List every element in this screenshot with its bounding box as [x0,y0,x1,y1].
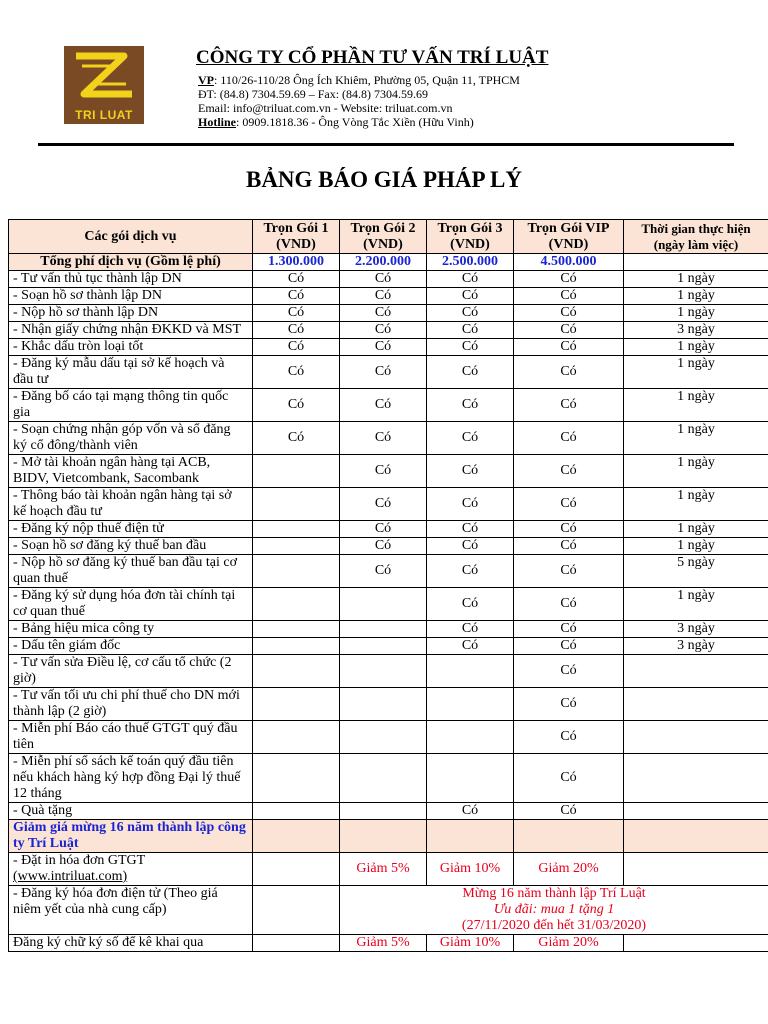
package-vip-cell: Có [514,455,624,488]
package-3-cell: Có [427,555,514,588]
price-table [8,219,768,952]
hotline-label: Hotline [198,115,236,129]
package-vip-cell: Có [514,322,624,339]
table-row [9,455,768,488]
signature-discount-package-3: Giảm 10% [427,935,514,952]
invoice-label [9,853,253,886]
package-3-cell [427,754,514,803]
package-vip-cell: Có [514,721,624,754]
service-label: - Miễn phí sổ sách kế toán quý đầu tiên nếu khách hàng ký hợp đồng Đại lý thuế 12 tháng [9,754,253,803]
company-address [198,73,520,87]
package-3-cell: Có [427,288,514,305]
table-row [9,305,768,322]
total-price-package-1: 1.300.000 [253,254,340,271]
einvoice-promo-line3: (27/11/2020 đến hết 31/03/2020) [461,918,647,933]
address-label: VP [198,73,214,87]
service-label: - Tư vấn tối ưu chi phí thuế cho DN mới thành lập (2 giờ) [9,688,253,721]
header-package-3: Trọn Gói 3 (VND) [427,220,514,254]
package-1-cell [253,638,340,655]
package-3-cell: Có [427,455,514,488]
package-2-cell: Có [340,339,427,356]
package-1-cell [253,621,340,638]
package-1-cell [253,655,340,688]
package-vip-cell: Có [514,521,624,538]
table-row [9,803,768,820]
total-price-package-vip: 4.500.000 [514,254,624,271]
package-3-cell: Có [427,422,514,455]
table-row [9,688,768,721]
table-row [9,588,768,621]
table-row [9,422,768,455]
invoice-discount-package-vip: Giảm 20% [514,853,624,886]
package-2-cell: Có [340,389,427,422]
page-title: BẢNG BÁO GIÁ PHÁP LÝ [245,167,523,192]
duration-cell [624,655,768,688]
package-vip-cell: Có [514,638,624,655]
invoice-row [9,853,768,886]
duration-cell: 1 ngày [624,389,768,422]
package-2-cell: Có [340,555,427,588]
package-1-cell [253,588,340,621]
table-row [9,538,768,555]
service-label: - Tư vấn sửa Điều lệ, cơ cấu tổ chức (2 giờ) [9,655,253,688]
table-row [9,389,768,422]
promo-empty-cell [514,820,624,853]
duration-cell: 1 ngày [624,455,768,488]
service-label: - Khắc dấu tròn loại tốt [9,339,253,356]
service-label: - Quà tặng [9,803,253,820]
duration-cell: 1 ngày [624,422,768,455]
service-label: - Đăng bố cáo tại mạng thông tin quốc gia [9,389,253,422]
package-2-cell: Có [340,305,427,322]
package-2-cell: Có [340,455,427,488]
einvoice-promo-line1: Mừng 16 năm thành lập Trí Luật [462,886,646,901]
package-3-cell: Có [427,621,514,638]
service-label: - Soạn hồ sơ đăng ký thuế ban đầu [9,538,253,555]
package-1-cell: Có [253,422,340,455]
service-label: - Soạn chứng nhận góp vốn và sổ đăng ký cổ đông/thành viên [9,422,253,455]
total-price-package-3: 2.500.000 [427,254,514,271]
service-label: - Dấu tên giám đốc [9,638,253,655]
package-2-cell [340,721,427,754]
total-duration-cell [624,254,768,271]
table-row [9,322,768,339]
package-vip-cell: Có [514,803,624,820]
service-label: - Nộp hồ sơ thành lập DN [9,305,253,322]
table-row [9,339,768,356]
service-label: - Thông báo tài khoản ngân hàng tại sở kế hoạch đầu tư [9,488,253,521]
logo-mark-icon [64,46,144,108]
package-1-cell [253,688,340,721]
hotline-text: : 0909.1818.36 - Ông Vòng Tắc Xiền (Hữu Vinh) [236,115,474,129]
package-1-cell: Có [253,339,340,356]
duration-cell: 1 ngày [624,488,768,521]
service-label: - Đăng ký nộp thuế điện tử [9,521,253,538]
table-row [9,271,768,288]
package-1-cell: Có [253,271,340,288]
invoice-package-1-cell [253,853,340,886]
table-row [9,621,768,638]
total-fee-label: Tổng phí dịch vụ (Gồm lệ phí) [9,254,253,271]
package-vip-cell: Có [514,339,624,356]
duration-cell: 1 ngày [624,356,768,389]
table-row [9,488,768,521]
package-3-cell [427,721,514,754]
package-2-cell: Có [340,356,427,389]
package-3-cell: Có [427,322,514,339]
duration-cell: 1 ngày [624,339,768,356]
package-3-cell [427,655,514,688]
package-2-cell [340,588,427,621]
einvoice-package-1-cell [253,886,340,935]
einvoice-promo-line2: Ưu đãi: mua 1 tặng 1 [493,902,615,917]
package-vip-cell: Có [514,538,624,555]
invoice-discount-package-2: Giảm 5% [340,853,427,886]
service-label: - Soạn hồ sơ thành lập DN [9,288,253,305]
package-1-cell [253,555,340,588]
package-1-cell: Có [253,305,340,322]
package-vip-cell: Có [514,389,624,422]
signature-discount-package-2: Giảm 5% [340,935,427,952]
promo-empty-cell [340,820,427,853]
package-3-cell: Có [427,389,514,422]
promo-empty-cell [253,820,340,853]
promo-title: Giảm giá mừng 16 năm thành lập công ty Trí Luật [9,820,253,853]
table-row [9,288,768,305]
package-2-cell: Có [340,288,427,305]
package-1-cell [253,538,340,555]
package-vip-cell: Có [514,305,624,322]
table-row [9,356,768,389]
package-3-cell [427,688,514,721]
package-1-cell: Có [253,356,340,389]
service-label: - Đăng ký mẫu dấu tại sở kế hoạch và đầu tư [9,356,253,389]
package-3-cell: Có [427,488,514,521]
package-1-cell [253,521,340,538]
header-package-vip: Trọn Gói VIP (VND) [514,220,624,254]
service-label: - Nộp hồ sơ đăng ký thuế ban đầu tại cơ quan thuế [9,555,253,588]
company-email-website: Email: info@triluat.com.vn - Website: triluat.com.vn [198,101,453,115]
table-row [9,754,768,803]
einvoice-label: - Đăng ký hóa đơn điện tử (Theo giá niêm yết của nhà cung cấp) [9,886,253,935]
header-package-1: Trọn Gói 1 (VND) [253,220,340,254]
duration-cell: 1 ngày [624,305,768,322]
duration-cell: 3 ngày [624,638,768,655]
package-vip-cell: Có [514,588,624,621]
package-vip-cell: Có [514,655,624,688]
invoice-duration-cell [624,853,768,886]
company-hotline [198,115,474,129]
package-3-cell: Có [427,271,514,288]
package-3-cell: Có [427,538,514,555]
package-1-cell [253,803,340,820]
company-name: CÔNG TY CỔ PHẦN TƯ VẤN TRÍ LUẬT [196,47,549,68]
logo-text: TRI LUAT [75,108,133,122]
package-3-cell: Có [427,588,514,621]
package-vip-cell: Có [514,688,624,721]
header-divider [38,143,734,146]
company-logo [64,46,144,124]
package-3-cell: Có [427,803,514,820]
duration-cell: 1 ngày [624,288,768,305]
package-1-cell [253,488,340,521]
duration-cell [624,721,768,754]
table-row [9,721,768,754]
header-duration: Thời gian thực hiện (ngày làm việc) [624,220,768,254]
package-2-cell [340,803,427,820]
promo-empty-cell [624,820,768,853]
package-vip-cell: Có [514,488,624,521]
package-1-cell [253,721,340,754]
package-1-cell [253,754,340,803]
package-2-cell [340,621,427,638]
duration-cell: 3 ngày [624,322,768,339]
package-2-cell [340,688,427,721]
address-text: : 110/26-110/28 Ông Ích Khiêm, Phường 05, Quận 11, TPHCM [214,73,520,87]
package-2-cell: Có [340,538,427,555]
service-label: - Miễn phí Báo cáo thuế GTGT quý đầu tiên [9,721,253,754]
table-row [9,638,768,655]
company-phone: ĐT: (84.8) 7304.59.69 – Fax: (84.8) 7304.59.69 [198,87,429,101]
package-vip-cell: Có [514,356,624,389]
promo-empty-cell [427,820,514,853]
package-2-cell: Có [340,422,427,455]
package-3-cell: Có [427,638,514,655]
service-label: - Tư vấn thủ tục thành lập DN [9,271,253,288]
duration-cell: 1 ngày [624,271,768,288]
einvoice-row [9,886,768,935]
package-1-cell: Có [253,389,340,422]
header-services: Các gói dịch vụ [9,220,253,254]
package-vip-cell: Có [514,621,624,638]
package-1-cell: Có [253,288,340,305]
service-label: - Nhận giấy chứng nhận ĐKKD và MST [9,322,253,339]
package-vip-cell: Có [514,754,624,803]
signature-package-1-cell [253,935,340,952]
signature-duration-cell [624,935,768,952]
package-2-cell: Có [340,322,427,339]
package-3-cell: Có [427,356,514,389]
total-fee-row [9,254,768,271]
table-row [9,655,768,688]
package-2-cell [340,638,427,655]
promo-title-row [9,820,768,853]
table-header-row [9,220,768,254]
duration-cell [624,803,768,820]
einvoice-promo [340,886,768,935]
duration-cell [624,688,768,721]
invoice-discount-package-3: Giảm 10% [427,853,514,886]
package-3-cell: Có [427,339,514,356]
header-package-2: Trọn Gói 2 (VND) [340,220,427,254]
table-row [9,555,768,588]
invoice-website-link[interactable]: (www.intriluat.com) [13,869,128,884]
package-vip-cell: Có [514,288,624,305]
package-3-cell: Có [427,305,514,322]
package-2-cell [340,655,427,688]
package-2-cell: Có [340,488,427,521]
signature-discount-package-vip: Giảm 20% [514,935,624,952]
duration-cell [624,754,768,803]
invoice-label-line1: - Đặt in hóa đơn GTGT [13,853,146,868]
duration-cell: 5 ngày [624,555,768,588]
table-row [9,521,768,538]
service-label: - Mở tài khoản ngân hàng tại ACB, BIDV, Vietcombank, Sacombank [9,455,253,488]
duration-cell: 3 ngày [624,621,768,638]
duration-cell: 1 ngày [624,538,768,555]
service-label: - Bảng hiệu mica công ty [9,621,253,638]
package-vip-cell: Có [514,422,624,455]
package-2-cell: Có [340,521,427,538]
package-2-cell [340,754,427,803]
total-price-package-2: 2.200.000 [340,254,427,271]
package-vip-cell: Có [514,271,624,288]
package-vip-cell: Có [514,555,624,588]
duration-cell: 1 ngày [624,521,768,538]
duration-cell: 1 ngày [624,588,768,621]
signature-label: Đăng ký chữ ký số để kê khai qua [9,935,253,952]
signature-row [9,935,768,952]
package-2-cell: Có [340,271,427,288]
package-3-cell: Có [427,521,514,538]
service-label: - Đăng ký sử dụng hóa đơn tài chính tại cơ quan thuế [9,588,253,621]
package-1-cell [253,455,340,488]
package-1-cell: Có [253,322,340,339]
